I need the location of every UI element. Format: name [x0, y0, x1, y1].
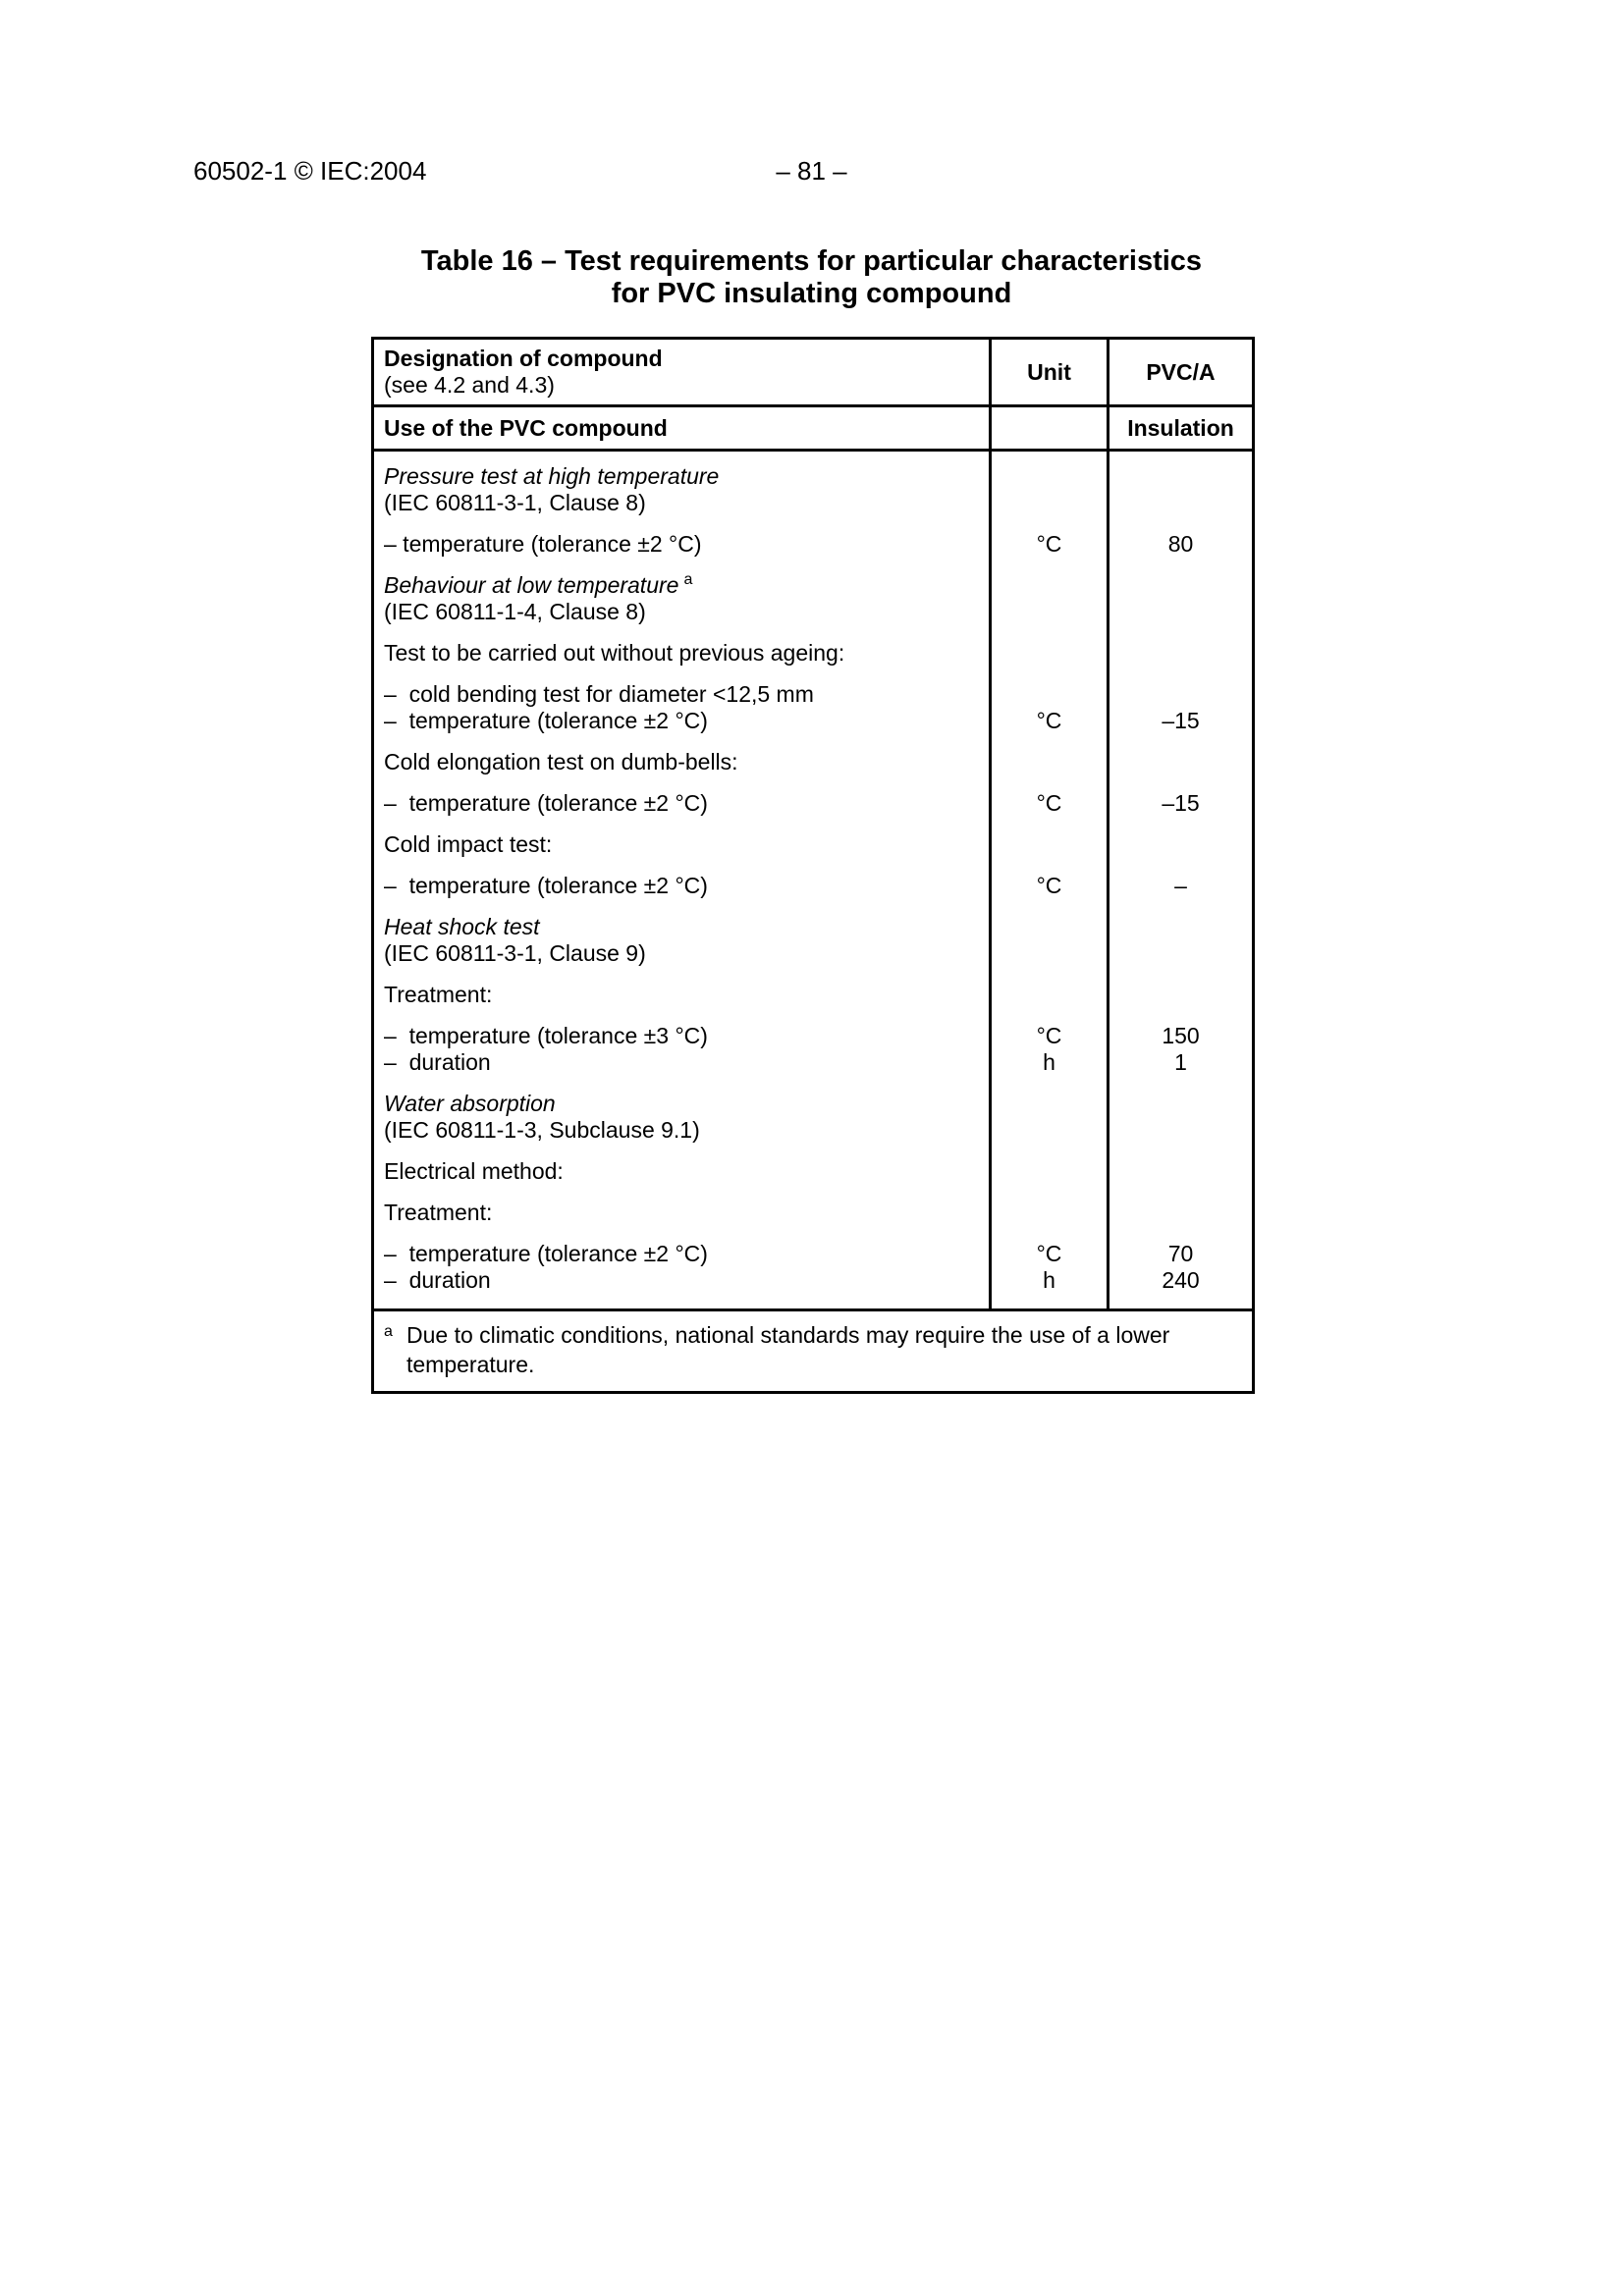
row-label-cell — [374, 1241, 989, 1308]
table-body-row — [374, 749, 1252, 790]
row-label-line: – temperature (tolerance ±2 °C) — [384, 873, 708, 898]
row-value-cell — [1107, 1091, 1252, 1158]
table-body-row — [374, 873, 1252, 914]
row-value-cell — [1107, 531, 1252, 572]
table-body-row — [374, 1091, 1252, 1158]
row-label-cell — [374, 790, 989, 831]
row-unit-cell — [989, 1023, 1107, 1091]
table-body-row — [374, 982, 1252, 1023]
row-label-line: Heat shock test — [384, 914, 540, 939]
row-unit: °C — [1036, 873, 1062, 898]
row-value-cell — [1107, 1158, 1252, 1200]
table-body-row — [374, 914, 1252, 982]
table-body-row — [374, 790, 1252, 831]
row-unit: °C — [1036, 708, 1062, 733]
row-unit-cell — [989, 1158, 1107, 1200]
row-value: 240 — [1162, 1267, 1200, 1293]
row-label-cell — [374, 831, 989, 873]
header-unit-cell: Unit — [989, 340, 1107, 404]
table-header-row-1 — [374, 340, 1252, 407]
row-value-cell — [1107, 1241, 1252, 1308]
row-label-line: – temperature (tolerance ±3 °C) — [384, 1023, 708, 1048]
row-value-cell — [1107, 749, 1252, 790]
header-use-value-cell: Insulation — [1107, 407, 1252, 449]
row-unit-cell — [989, 452, 1107, 531]
row-label-line: Pressure test at high temperature — [384, 463, 720, 489]
footnote-row — [374, 1311, 1252, 1391]
page-header — [0, 155, 1623, 187]
row-label-line: – duration — [384, 1049, 491, 1075]
row-label-line: (IEC 60811-1-3, Subclause 9.1) — [384, 1117, 700, 1143]
row-label-line: (IEC 60811-3-1, Clause 8) — [384, 490, 646, 515]
row-label-line: Electrical method: — [384, 1158, 564, 1184]
table-title-line-1: Table 16 – Test requirements for particular characteristics — [420, 245, 1203, 277]
row-value: –15 — [1162, 708, 1200, 733]
row-label-line: (IEC 60811-1-4, Clause 8) — [384, 599, 646, 624]
row-unit-cell — [989, 572, 1107, 640]
header-designation-cell — [374, 340, 989, 404]
row-value: 1 — [1174, 1049, 1187, 1075]
row-label-line: – temperature (tolerance ±2 °C) — [384, 531, 702, 557]
header-use-unit-cell — [989, 407, 1107, 449]
row-label-line: Treatment: — [384, 1200, 493, 1225]
row-value-cell — [1107, 982, 1252, 1023]
header-designation-line-1: Designation of compound — [384, 346, 663, 371]
footnote-text: Due to climatic conditions, national standards may require the use of a lower temperature. — [406, 1322, 1170, 1377]
table-body-row — [374, 452, 1252, 531]
row-label-cell — [374, 873, 989, 914]
row-label-cell — [374, 531, 989, 572]
row-value-cell — [1107, 873, 1252, 914]
row-label-line: Behaviour at low temperature $^a$ — [384, 571, 693, 598]
row-unit-cell — [989, 1200, 1107, 1241]
row-value-cell — [1107, 681, 1252, 749]
row-unit: h — [1043, 1049, 1055, 1075]
row-unit-cell — [989, 914, 1107, 982]
table-header-row-2 — [374, 407, 1252, 452]
row-label-line: – temperature (tolerance ±2 °C) — [384, 708, 708, 733]
row-label-line: Treatment: — [384, 982, 493, 1007]
row-value-cell — [1107, 790, 1252, 831]
row-value-cell — [1107, 1023, 1252, 1091]
row-value-cell — [1107, 914, 1252, 982]
row-label-cell — [374, 640, 989, 681]
row-unit-cell — [989, 749, 1107, 790]
row-unit: °C — [1036, 790, 1062, 816]
row-unit-cell — [989, 831, 1107, 873]
row-label-line: Test to be carried out without previous ageing: — [384, 640, 845, 666]
row-label-line: – temperature (tolerance ±2 °C) — [384, 1241, 708, 1266]
row-value-cell — [1107, 452, 1252, 531]
row-value-cell — [1107, 1200, 1252, 1241]
row-value-cell — [1107, 640, 1252, 681]
header-use-label: Use of the PVC compound — [384, 414, 668, 441]
row-unit: °C — [1036, 1241, 1062, 1266]
page-number: – 81 – — [776, 156, 847, 186]
row-label-cell — [374, 982, 989, 1023]
row-unit-cell — [989, 681, 1107, 749]
table-body-row — [374, 1200, 1252, 1241]
row-label-cell — [374, 1158, 989, 1200]
row-value: –15 — [1162, 790, 1200, 816]
row-label-line: Cold impact test: — [384, 831, 553, 857]
doc-reference: 60502-1 © IEC:2004 — [193, 156, 427, 186]
row-label-line: – cold bending test for diameter <12,5 mm — [384, 681, 814, 707]
table-body-row — [374, 1158, 1252, 1200]
row-unit-cell — [989, 1091, 1107, 1158]
row-label-line: (IEC 60811-3-1, Clause 9) — [384, 940, 646, 966]
row-label-line: – temperature (tolerance ±2 °C) — [384, 790, 708, 816]
row-value-cell — [1107, 831, 1252, 873]
table-title-line-2: for PVC insulating compound — [611, 278, 1012, 309]
row-label-cell — [374, 914, 989, 982]
row-value: 70 — [1167, 1241, 1194, 1266]
row-value: 80 — [1167, 531, 1194, 557]
table-body-row — [374, 1023, 1252, 1091]
row-unit-cell — [989, 531, 1107, 572]
table-body-row — [374, 1241, 1252, 1308]
row-label-line: – duration — [384, 1267, 491, 1293]
table-body-row — [374, 572, 1252, 640]
row-label-line: Water absorption — [384, 1091, 556, 1116]
row-unit-cell — [989, 790, 1107, 831]
table-body-row — [374, 681, 1252, 749]
row-unit: °C — [1036, 1023, 1062, 1048]
table-body — [374, 452, 1252, 1311]
header-pvc-a-cell: PVC/A — [1107, 340, 1252, 404]
row-label-cell — [374, 1091, 989, 1158]
table-16 — [371, 337, 1255, 1394]
table-body-row — [374, 640, 1252, 681]
row-label-cell — [374, 452, 989, 531]
table-body-row — [374, 531, 1252, 572]
table-body-row — [374, 831, 1252, 873]
header-designation-line-2: (see 4.2 and 4.3) — [384, 372, 555, 398]
table-title — [0, 245, 1623, 310]
row-label-cell — [374, 681, 989, 749]
row-unit-cell — [989, 1241, 1107, 1308]
row-label-cell — [374, 1200, 989, 1241]
row-value-cell — [1107, 572, 1252, 640]
header-use-cell — [374, 407, 989, 449]
row-unit: °C — [1036, 531, 1062, 557]
footnote-marker: a — [384, 1323, 393, 1340]
row-unit-cell — [989, 640, 1107, 681]
row-label-cell — [374, 572, 989, 640]
row-label-line: Cold elongation test on dumb-bells: — [384, 749, 738, 774]
row-label-cell — [374, 749, 989, 790]
row-unit-cell — [989, 873, 1107, 914]
row-unit: h — [1043, 1267, 1055, 1293]
row-unit-cell — [989, 982, 1107, 1023]
footnote-ref: a — [683, 571, 693, 589]
row-value: 150 — [1162, 1023, 1200, 1048]
row-value: – — [1174, 873, 1187, 898]
row-label-cell — [374, 1023, 989, 1091]
